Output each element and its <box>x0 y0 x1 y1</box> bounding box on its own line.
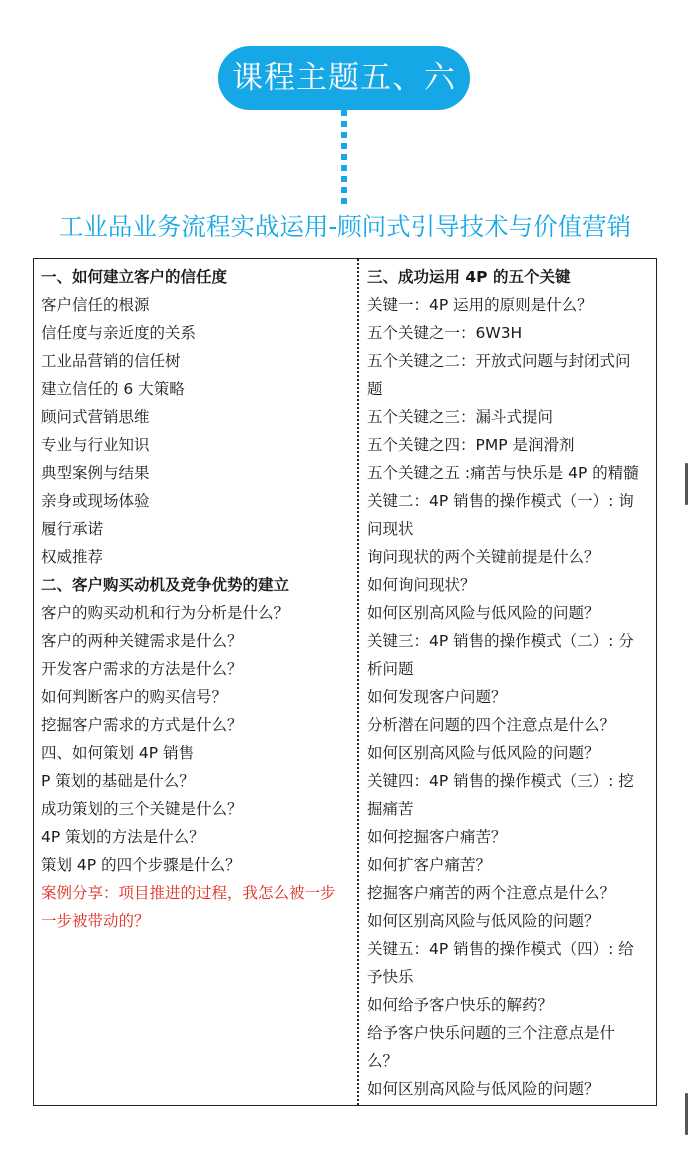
outline-item: 如何扩客户痛苦？ <box>367 856 492 874</box>
outline-item: 关键四：4P 销售的操作模式（三）: 挖 <box>367 772 634 790</box>
section-heading: 三、成功运用 4P 的五个关键 <box>367 268 571 286</box>
outline-item: P 策划的基础是什么？ <box>41 772 195 790</box>
outline-item: 建立信任的 6 大策略 <box>41 380 185 398</box>
outline-item: 关键二：4P 销售的操作模式（一）: 询 <box>367 492 634 510</box>
outline-item: 给予客户快乐问题的三个注意点是什 <box>367 1024 616 1042</box>
outline-item: 关键三：4P 销售的操作模式（二）: 分 <box>367 632 634 650</box>
column-divider <box>357 259 359 1105</box>
section-heading: 二、客户购买动机及竞争优势的建立 <box>41 576 290 594</box>
course-title-pill: 课程主题五、六 <box>218 46 470 110</box>
outline-item: 挖掘客户需求的方式是什么？ <box>41 716 243 734</box>
outline-item: 信任度与亲近度的关系 <box>41 324 197 342</box>
scroll-indicator-bottom <box>685 1093 688 1135</box>
outline-item: 专业与行业知识 <box>41 436 150 454</box>
outline-item: 题 <box>367 380 383 398</box>
outline-item: 客户信任的根源 <box>41 296 150 314</box>
outline-item: 顾问式营销思维 <box>41 408 150 426</box>
outline-item: 问现状 <box>367 520 414 538</box>
outline-item: 成功策划的三个关键是什么？ <box>41 800 243 818</box>
outline-item: 掘痛苦 <box>367 800 414 818</box>
outline-item: 如何区别高风险与低风险的问题？ <box>367 604 600 622</box>
outline-item: 权威推荐 <box>41 548 104 566</box>
right-column <box>367 263 651 1103</box>
outline-item: 开发客户需求的方法是什么？ <box>41 660 243 678</box>
outline-item: 亲身或现场体验 <box>41 492 150 510</box>
outline-item: 如何询问现状？ <box>367 576 476 594</box>
outline-item: 案例分享：项目推进的过程，我怎么被一步 <box>41 884 336 902</box>
dotted-connector <box>341 110 347 206</box>
outline-item: 五个关键之四：PMP 是润滑剂 <box>367 436 575 454</box>
outline-item: 五个关键之三：漏斗式提问 <box>367 408 554 426</box>
outline-item: 客户的购买动机和行为分析是什么？ <box>41 604 290 622</box>
outline-item: 履行承诺 <box>41 520 104 538</box>
outline-item: 如何挖掘客户痛苦？ <box>367 828 507 846</box>
outline-item: 么？ <box>367 1052 399 1070</box>
outline-item: 如何给予客户快乐的解药？ <box>367 996 554 1014</box>
outline-item: 典型案例与结果 <box>41 464 150 482</box>
outline-item: 工业品营销的信任树 <box>41 352 181 370</box>
scroll-indicator-top <box>685 463 688 505</box>
outline-item: 予快乐 <box>367 968 414 986</box>
outline-item: 4P 策划的方法是什么？ <box>41 828 205 846</box>
outline-item: 如何区别高风险与低风险的问题？ <box>367 744 600 762</box>
outline-item: 分析潜在问题的四个注意点是什么？ <box>367 716 616 734</box>
outline-item: 如何判断客户的购买信号？ <box>41 688 228 706</box>
outline-item: 关键五：4P 销售的操作模式（四）: 给 <box>367 940 634 958</box>
outline-item: 如何发现客户问题？ <box>367 688 507 706</box>
outline-item: 客户的两种关键需求是什么？ <box>41 632 243 650</box>
outline-item: 析问题 <box>367 660 414 678</box>
course-subtitle: 工业品业务流程实战运用-顾问式引导技术与价值营销 <box>58 212 632 241</box>
outline-item: 策划 4P 的四个步骤是什么？ <box>41 856 241 874</box>
outline-item: 一步被带动的？ <box>41 912 150 930</box>
outline-item: 如何区别高风险与低风险的问题？ <box>367 1080 600 1098</box>
outline-item: 如何区别高风险与低风险的问题？ <box>367 912 600 930</box>
course-outline-table <box>33 258 657 1106</box>
outline-item: 询问现状的两个关键前提是什么？ <box>367 548 600 566</box>
outline-item: 挖掘客户痛苦的两个注意点是什么？ <box>367 884 616 902</box>
left-column <box>41 263 349 935</box>
outline-item: 五个关键之五 :痛苦与快乐是 4P 的精髓 <box>367 464 639 482</box>
outline-item: 四、如何策划 4P 销售 <box>41 744 195 762</box>
outline-item: 五个关键之一：6W3H <box>367 324 523 342</box>
outline-item: 关键一：4P 运用的原则是什么？ <box>367 296 593 314</box>
outline-item: 五个关键之二：开放式问题与封闭式问 <box>367 352 631 370</box>
section-heading: 一、如何建立客户的信任度 <box>41 268 228 286</box>
